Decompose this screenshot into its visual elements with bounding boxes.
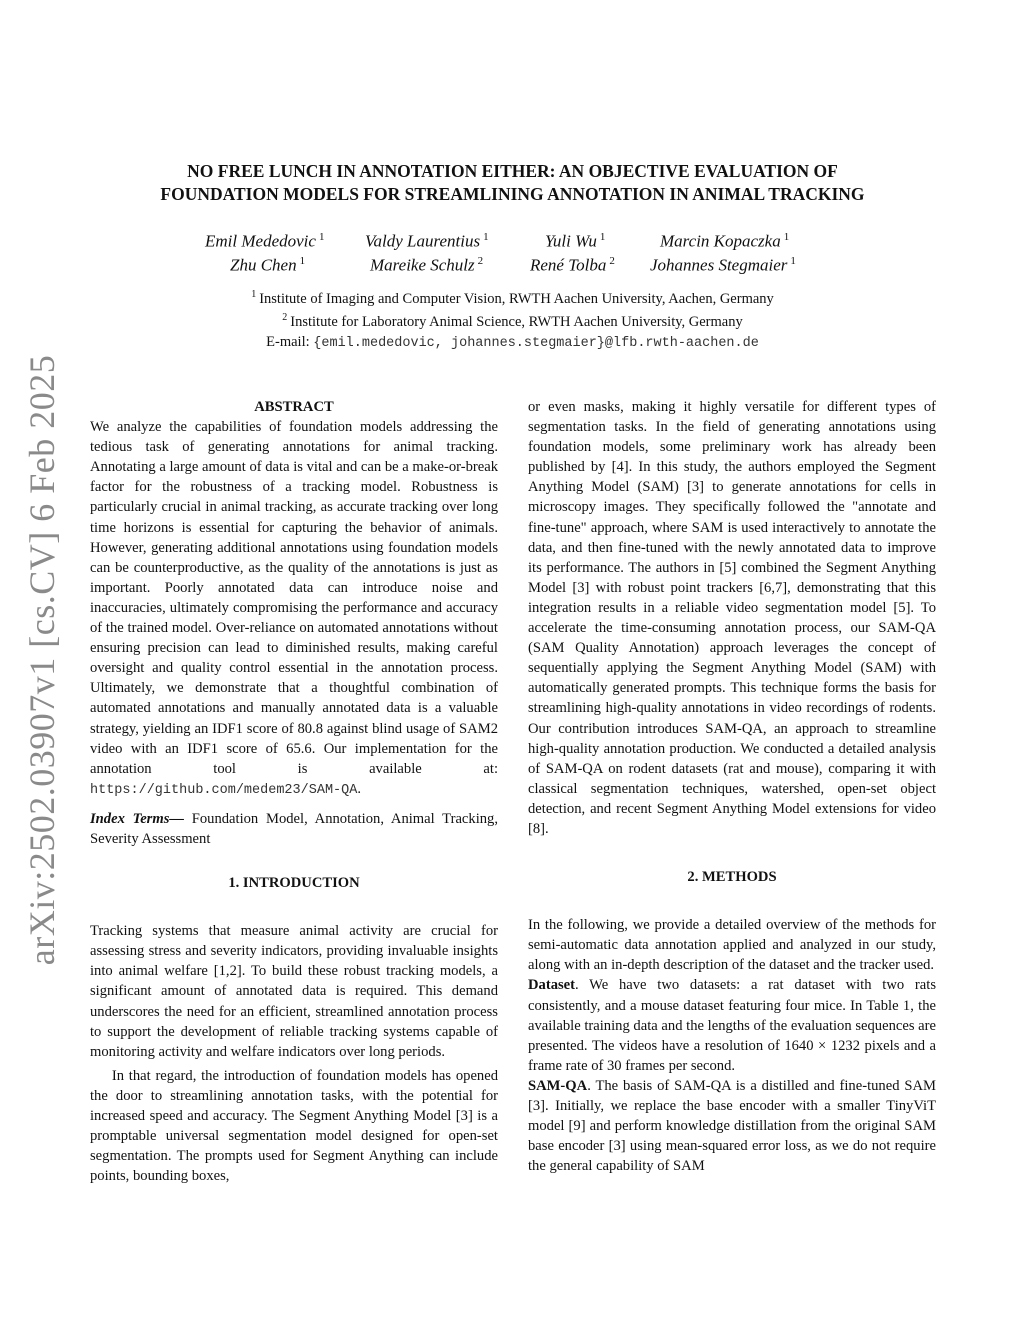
author: Zhu Chen $^1$: [230, 255, 306, 275]
author-block: [90, 226, 935, 274]
email-line: E-mail: {emil.mededovic, johannes.stegmaier}@lfb.rwth-aachen.de: [266, 334, 759, 351]
repository-link[interactable]: https://github.com/medem23/SAM-QA: [90, 782, 358, 798]
arxiv-identifier-sidebar: [0, 354, 84, 966]
right-column: [528, 397, 936, 1176]
email-address[interactable]: {emil.mededovic, johannes.stegmaier}@lfb.rwth-aachen.de: [313, 336, 759, 351]
title-line-1: NO FREE LUNCH IN ANNOTATION EITHER: AN OBJECTIVE EVALUATION OF: [187, 161, 838, 181]
abstract-paragraph: We analyze the capabilities of foundation models addressing the tedious task of generating annotations for animal tracking. Annotating a large amount of data is vital and can be a make-or-break factor for the robustness of a tracking model. Robustness is particularly crucial in animal tracking, as accurate tracking over long time horizons is essential for capturing the behavior of animals. However, generating additional annotations using foundation models can be counterproductive, as the quality of the annotations is just as important. Poorly annotated data can introduce noise and inaccuracies, ultimately compromising the performance and accuracy of the trained model. Over-reliance on automated annotations without ensuring precision can lead to diminished results, making careful oversight and quality control essential in the annotation process. Ultimately, we demonstrate that a thoughtful combination of automated annotations and manually annotated data is a valuable strategy, yielding an IDF1 score of 80.8 against blind usage of SAM2 video with an IDF1 score of 65.6. Our implementation for the annotation tool is available at: https://github.com/medem23/SAM-QA.: [90, 419, 498, 798]
methods-heading: 2. METHODS: [687, 869, 777, 886]
affiliation-1: $^1$ Institute of Imaging and Computer Vision, RWTH Aachen University, Aachen, Germany: [251, 289, 774, 307]
title-line-2: FOUNDATION MODELS FOR STREAMLINING ANNOTATION IN ANIMAL TRACKING: [160, 184, 865, 204]
author: Johannes Stegmaier $^1$: [650, 255, 796, 275]
dataset-paragraph: Dataset. We have two datasets: a rat dataset with two rats consistently, and a mouse dataset featuring four mice. In Table 1, the available training data and the lengths of the evaluation sequences are presented. The videos have a resolution of 1640 × 1232 pixels and a frame rate of 30 frames per second.: [528, 977, 936, 1074]
author: René Tolba $^2$: [530, 255, 615, 275]
introduction-paragraph-2: In that regard, the introduction of foundation models has opened the door to streamlining annotation tasks, with the potential for increased speed and accuracy. The Segment Anything Model [3] is a promptable universal segmentation model designed for open-set segmentation. The prompts used for Segment Anything can include points, bounding boxes,: [90, 1067, 498, 1185]
author: Marcin Kopaczka $^1$: [660, 231, 790, 251]
introduction-continued-paragraph: or even masks, making it highly versatile for different types of segmentation tasks. In the field of generating annotations using foundation models, some preliminary work has already been published by [4]. In this study, the authors employed the Segment Anything Model (SAM) [3] to generate annotations for cells in microscopy images. They specifically followed the "annotate and fine-tune" approach, where SAM is used interactively to annotate the data, and then fine-tuned with the newly annotated data to improve its performance. The authors in [5] combined the Segment Anything Model [3] with robust point trackers [6,7], demonstrating that this integration results in a reliable video segmentation model [5]. To accelerate the time-consuming annotation process, our SAM-QA (SAM Quality Annotation) approach leverages the concept of sequentially applying the Segment Anything Model (SAM) with automatically generated prompts. This technique forms the basis for streamlining high-quality annotations in video recordings of rodents. Our contribution introduces SAM-QA, an approach to streamline high-quality annotation production. We conducted a detailed analysis of SAM-QA on rodent datasets (rat and mouse), comparing it with classical segmentation techniques, watershed, open-set object detection, and recent Segment Anything Model extensions for video [8].: [528, 399, 936, 837]
introduction-paragraph-1: Tracking systems that measure animal activity are crucial for assessing stress and severity indicators, providing invaluable insights into animal welfare [1,2]. To build these robust tracking models, a significant amount of annotated data is required. This demand underscores the need for an efficient, streamlined annotation process to support the development of reliable tracking systems capable of monitoring activity and welfare indicators over long periods.: [90, 923, 498, 1060]
affiliation-2: $^2$ Institute for Laboratory Animal Science, RWTH Aachen University, Germany: [282, 312, 743, 330]
author: Yuli Wu $^1$: [545, 231, 606, 251]
author-row-2: [90, 250, 935, 274]
author: Emil Mededovic $^1$: [205, 231, 325, 251]
methods-paragraph: In the following, we provide a detailed overview of the methods for semi-automatic data annotation applied and analyzed in our study, along with an in-depth description of the dataset and the tracker used.: [528, 917, 936, 974]
author: Valdy Laurentius $^1$: [365, 231, 489, 251]
author-row-1: [90, 226, 935, 250]
introduction-heading: 1. INTRODUCTION: [228, 875, 360, 892]
samqa-paragraph: SAM-QA. The basis of SAM-QA is a distilled and fine-tuned SAM [3]. Initially, we replace the base encoder with a smaller TinyViT model [9] and perform knowledge distillation from the original SAM base encoder [3] using mean-squared error loss, as we do not require the general capability of SAM: [528, 1077, 936, 1175]
arxiv-identifier-text: arXiv:2502.03907v1 [cs.CV] 6 Feb 2025: [22, 354, 63, 966]
left-column: [90, 397, 498, 1186]
author: Mareike Schulz $^2$: [370, 255, 484, 275]
paper-title: [90, 160, 935, 206]
abstract-heading: ABSTRACT: [254, 399, 334, 415]
index-terms: Index Terms— Foundation Model, Annotation, Animal Tracking, Severity Assessment: [90, 810, 498, 847]
